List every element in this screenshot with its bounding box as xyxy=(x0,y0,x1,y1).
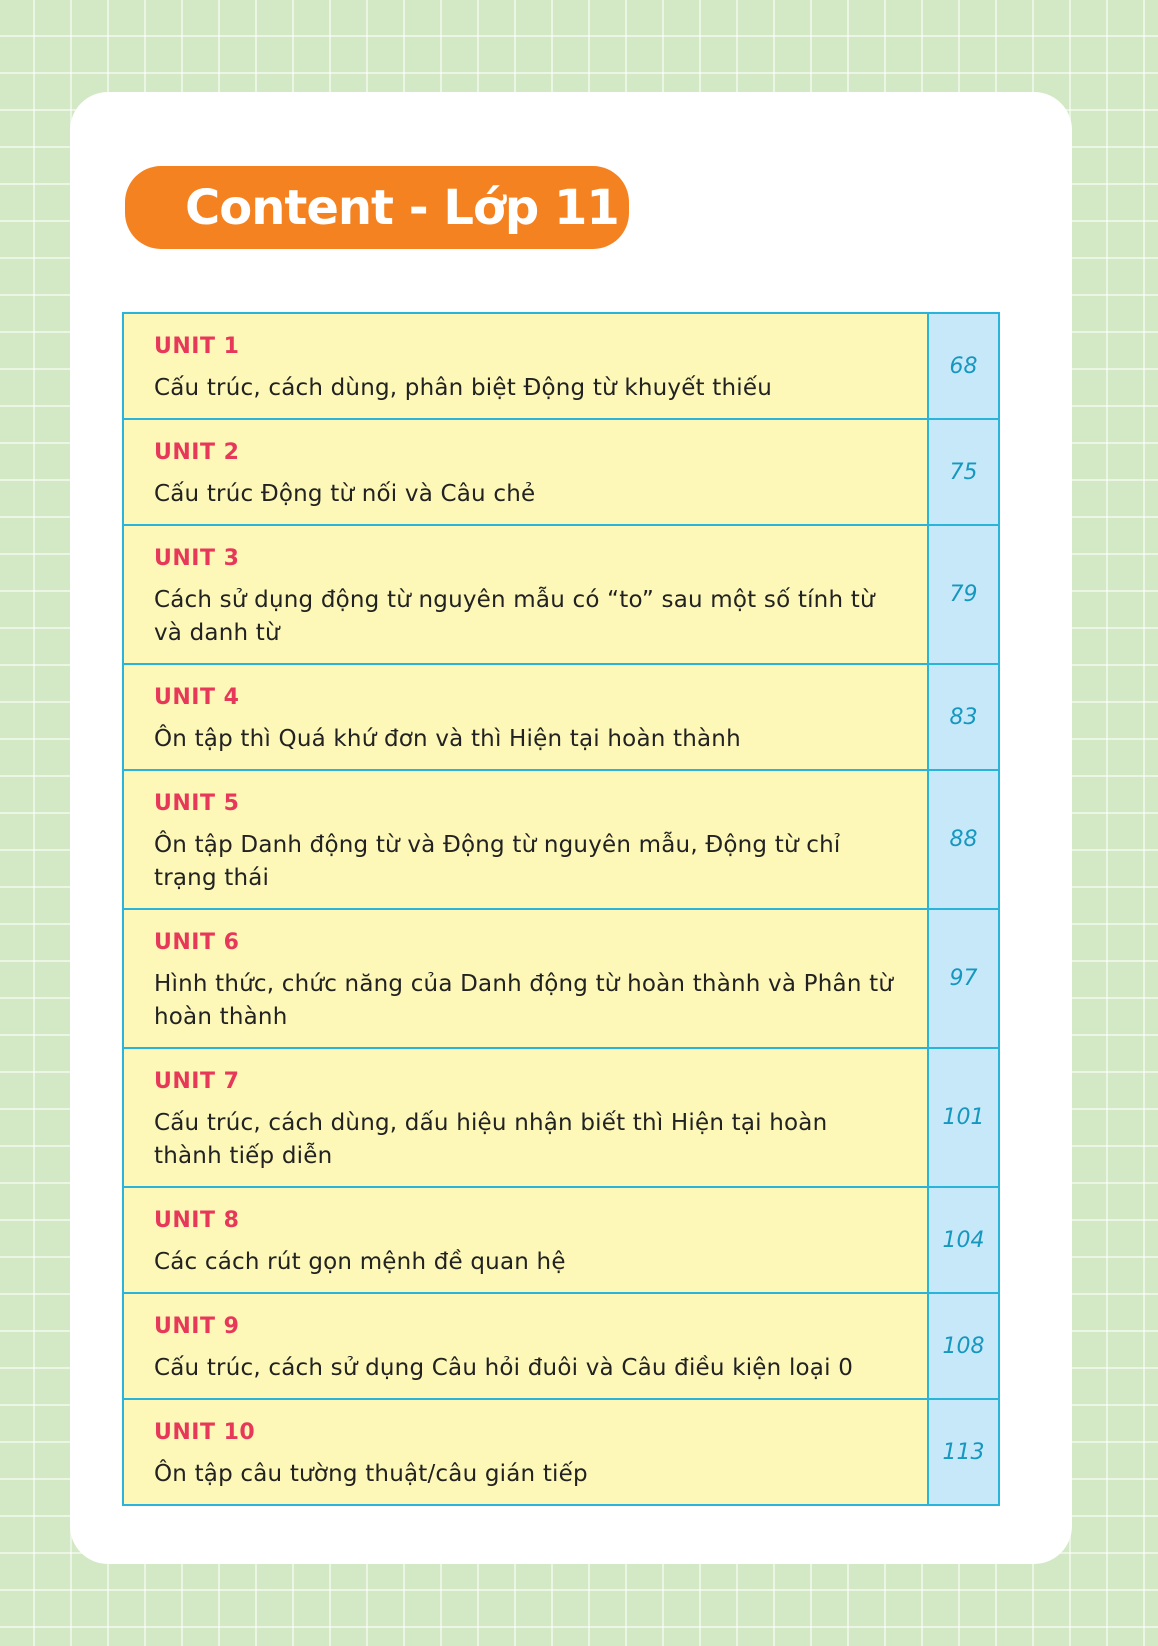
toc-row[interactable] xyxy=(124,1400,998,1504)
toc-row[interactable] xyxy=(124,1188,998,1294)
toc-row[interactable] xyxy=(124,1294,998,1400)
toc-entry xyxy=(124,526,929,663)
toc-entry xyxy=(124,420,929,524)
unit-description: Ôn tập thì Quá khứ đơn và thì Hiện tại hoàn thành xyxy=(154,726,741,752)
table-of-contents xyxy=(122,312,1000,1506)
page-number: 113 xyxy=(929,1400,998,1504)
unit-description: Cấu trúc Động từ nối và Câu chẻ xyxy=(154,481,536,507)
unit-description: Ôn tập câu tường thuật/câu gián tiếp xyxy=(154,1461,588,1487)
toc-row[interactable] xyxy=(124,314,998,420)
toc-entry xyxy=(124,665,929,769)
page-number: 83 xyxy=(929,665,998,769)
unit-label: UNIT 9 xyxy=(154,1314,240,1339)
unit-description: Hình thức, chức năng của Danh động từ hoàn thành và Phân từ hoàn thành xyxy=(154,971,894,1030)
toc-row[interactable] xyxy=(124,420,998,526)
page-title: Content - Lớp 11 xyxy=(185,179,619,236)
page-number: 104 xyxy=(929,1188,998,1292)
toc-entry xyxy=(124,1294,929,1398)
page-number: 68 xyxy=(929,314,998,418)
toc-row[interactable] xyxy=(124,1049,998,1188)
page-number: 101 xyxy=(929,1049,998,1186)
unit-description: Cấu trúc, cách dùng, phân biệt Động từ khuyết thiếu xyxy=(154,375,773,401)
unit-label: UNIT 5 xyxy=(154,791,240,816)
unit-description: Ôn tập Danh động từ và Động từ nguyên mẫu, Động từ chỉ trạng thái xyxy=(154,832,841,891)
toc-entry xyxy=(124,771,929,908)
unit-label: UNIT 1 xyxy=(154,334,240,359)
toc-row[interactable] xyxy=(124,526,998,665)
toc-entry xyxy=(124,1188,929,1292)
unit-label: UNIT 7 xyxy=(154,1069,240,1094)
unit-label: UNIT 10 xyxy=(154,1420,256,1445)
page-number: 108 xyxy=(929,1294,998,1398)
unit-description: Các cách rút gọn mệnh đề quan hệ xyxy=(154,1249,566,1275)
unit-label: UNIT 4 xyxy=(154,685,240,710)
unit-label: UNIT 6 xyxy=(154,930,240,955)
title-banner xyxy=(125,166,629,249)
unit-description: Cấu trúc, cách sử dụng Câu hỏi đuôi và Câu điều kiện loại 0 xyxy=(154,1355,854,1381)
toc-entry xyxy=(124,1400,929,1504)
unit-description: Cấu trúc, cách dùng, dấu hiệu nhận biết thì Hiện tại hoàn thành tiếp diễn xyxy=(154,1110,828,1169)
toc-entry xyxy=(124,1049,929,1186)
unit-label: UNIT 8 xyxy=(154,1208,240,1233)
toc-entry xyxy=(124,910,929,1047)
page-number: 88 xyxy=(929,771,998,908)
page-number: 79 xyxy=(929,526,998,663)
unit-label: UNIT 3 xyxy=(154,546,240,571)
page-number: 97 xyxy=(929,910,998,1047)
toc-row[interactable] xyxy=(124,910,998,1049)
toc-row[interactable] xyxy=(124,771,998,910)
unit-description: Cách sử dụng động từ nguyên mẫu có “to” sau một số tính từ và danh từ xyxy=(154,587,875,646)
unit-label: UNIT 2 xyxy=(154,440,240,465)
page-number: 75 xyxy=(929,420,998,524)
toc-entry xyxy=(124,314,929,418)
toc-row[interactable] xyxy=(124,665,998,771)
